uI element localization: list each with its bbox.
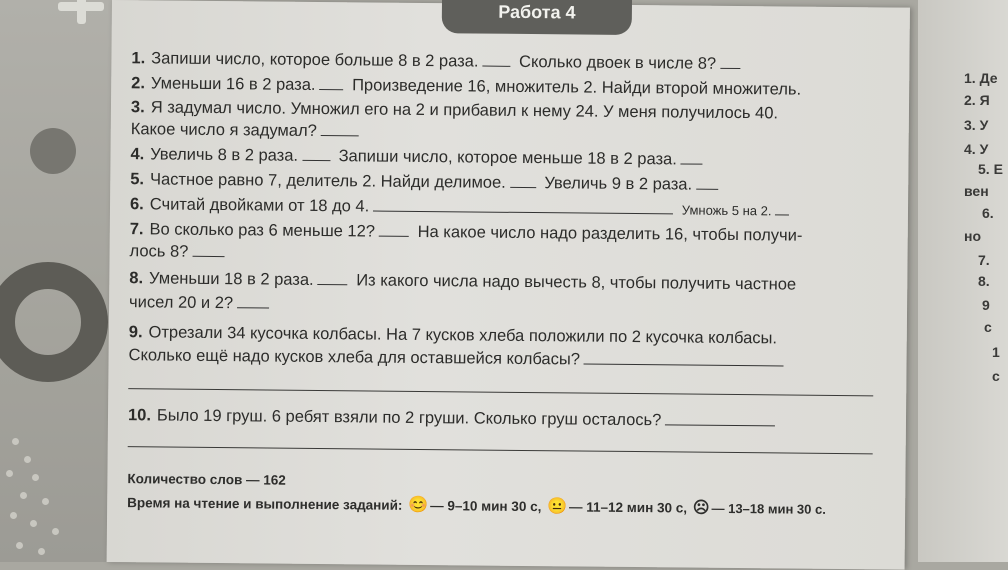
task-text: Считай двойками от 18 до 4. [149,195,370,216]
task-10 [128,405,780,431]
task-text: Увеличь 9 в 2 раза. [544,174,693,194]
right-page-line: 9 [982,297,990,313]
answer-blank[interactable] [681,151,703,164]
right-page-line: 6. [982,205,994,221]
task-text: Произведение 16, множитель 2. Найди второй множитель. [352,76,802,99]
right-page-line: 4. У [964,141,989,157]
right-page-line: 7. [978,252,990,268]
task-text: Уменьши 18 в 2 раза. [149,269,314,289]
answer-blank[interactable] [482,54,510,67]
task-text: Запиши число, которое больше 8 в 2 раза. [151,49,479,71]
answer-blank[interactable] [237,295,269,308]
right-page [918,0,1008,562]
right-page-line: 8. [978,273,990,289]
answer-blank[interactable] [379,224,409,237]
happy-face-icon: 😊 [408,496,429,515]
task-1 [131,48,744,74]
task-text: Частное равно 7, делитель 2. Найди делимое. [149,170,506,192]
task-number: 9. [128,323,143,342]
task-text: Запиши число, которое меньше 18 в 2 раза. [338,147,677,169]
answer-blank[interactable] [720,56,740,69]
time-slow: — 13–18 мин 30 с. [711,500,826,517]
answer-blank[interactable] [665,412,775,426]
task-text: Какое число я задумал? [130,120,317,140]
header-tab [442,0,632,35]
task-6 [130,194,794,221]
task-9 [129,322,777,348]
dot [24,456,31,463]
answer-blank[interactable] [696,177,718,190]
answer-blank[interactable] [775,202,789,215]
right-page-line: но [964,228,982,244]
worksheet-page [107,0,910,570]
task-5 [130,169,722,195]
dot [52,528,59,535]
task-number: 2. [131,74,146,93]
answer-blank[interactable] [373,199,673,215]
task-text: чисел 20 и 2? [129,293,234,313]
dot [32,474,39,481]
dots-decoration [2,408,122,558]
right-page-line: вен [964,183,989,199]
word-count: Количество слов — 162 [127,471,286,488]
dot [20,492,27,499]
task-text: Увеличь 8 в 2 раза. [150,145,299,165]
task-text: Во сколько раз 6 меньше 12? [149,220,376,241]
circle-icon [30,128,76,174]
answer-blank[interactable] [584,352,784,367]
task-9-line-2 [128,345,788,371]
task-4 [130,144,706,170]
answer-blank[interactable] [302,148,330,161]
neutral-face-icon: 😐 [547,498,568,516]
dot [38,548,45,555]
task-text: Я задумал число. Умножил его на 2 и прибавил к нему 24. У меня получилось 40. [150,98,779,123]
answer-blank[interactable] [318,272,348,285]
task-number: 4. [130,145,145,164]
dot [6,470,13,477]
task-text: Уменьши 16 в 2 раза. [150,74,316,94]
task-text: Из какого числа надо вычесть 8, чтобы получить частное [356,271,797,294]
right-page-line: с [984,319,992,335]
answer-line[interactable] [128,446,873,454]
task-number: 3. [130,98,145,117]
answer-blank[interactable] [321,123,359,136]
task-text: Умножь 5 на 2. [681,202,772,219]
time-fast: — 9–10 мин 30 с, [430,498,542,515]
task-3-line-2 [131,119,363,141]
right-page-line: 3. У [964,117,989,133]
task-number: 5. [130,170,145,189]
time-label: Время на чтение и выполнение заданий: [127,495,403,513]
dot [10,512,17,519]
task-text: Сколько двоек в числе 8? [518,52,717,73]
dot [12,438,19,445]
task-text: Сколько ещё надо кусков хлеба для оставшейся колбасы? [128,346,581,369]
task-number: 6. [129,195,144,214]
time-medium: — 11–12 мин 30 с, [568,499,688,516]
answer-line[interactable] [128,388,873,396]
task-7 [130,219,803,245]
task-text: На какое число надо разделить 16, чтобы получи- [417,222,803,245]
task-8-line-2 [129,292,273,313]
answer-blank[interactable] [510,175,536,188]
answer-blank[interactable] [319,77,343,90]
sad-face-icon: ☹ [692,499,710,517]
task-8 [129,268,796,294]
task-number: 7. [129,220,144,239]
right-page-line: 1 [992,344,1000,360]
task-number: 1. [131,49,146,68]
answer-blank[interactable] [192,244,224,257]
right-page-line: 2. Я [964,92,990,108]
task-7-line-2 [129,241,228,262]
right-page-line: 1. Де [964,70,998,86]
task-text: Отрезали 34 кусочка колбасы. На 7 кусков хлеба положили по 2 кусочка колбасы. [148,323,778,348]
dot [16,542,23,549]
dot [30,520,37,527]
right-page-line: 5. Е [978,161,1003,177]
page-title: Работа 4 [498,1,576,23]
task-number: 8. [129,269,144,288]
task-text: Было 19 груш. 6 ребят взяли по 2 груши. Сколько груш осталось? [156,406,662,430]
plus-icon [58,0,104,24]
reading-time [127,492,826,519]
task-2 [131,73,801,99]
dot [42,498,49,505]
task-text: лось 8? [129,242,189,261]
task-number: 10. [127,406,152,425]
right-page-line: с [992,368,1000,384]
